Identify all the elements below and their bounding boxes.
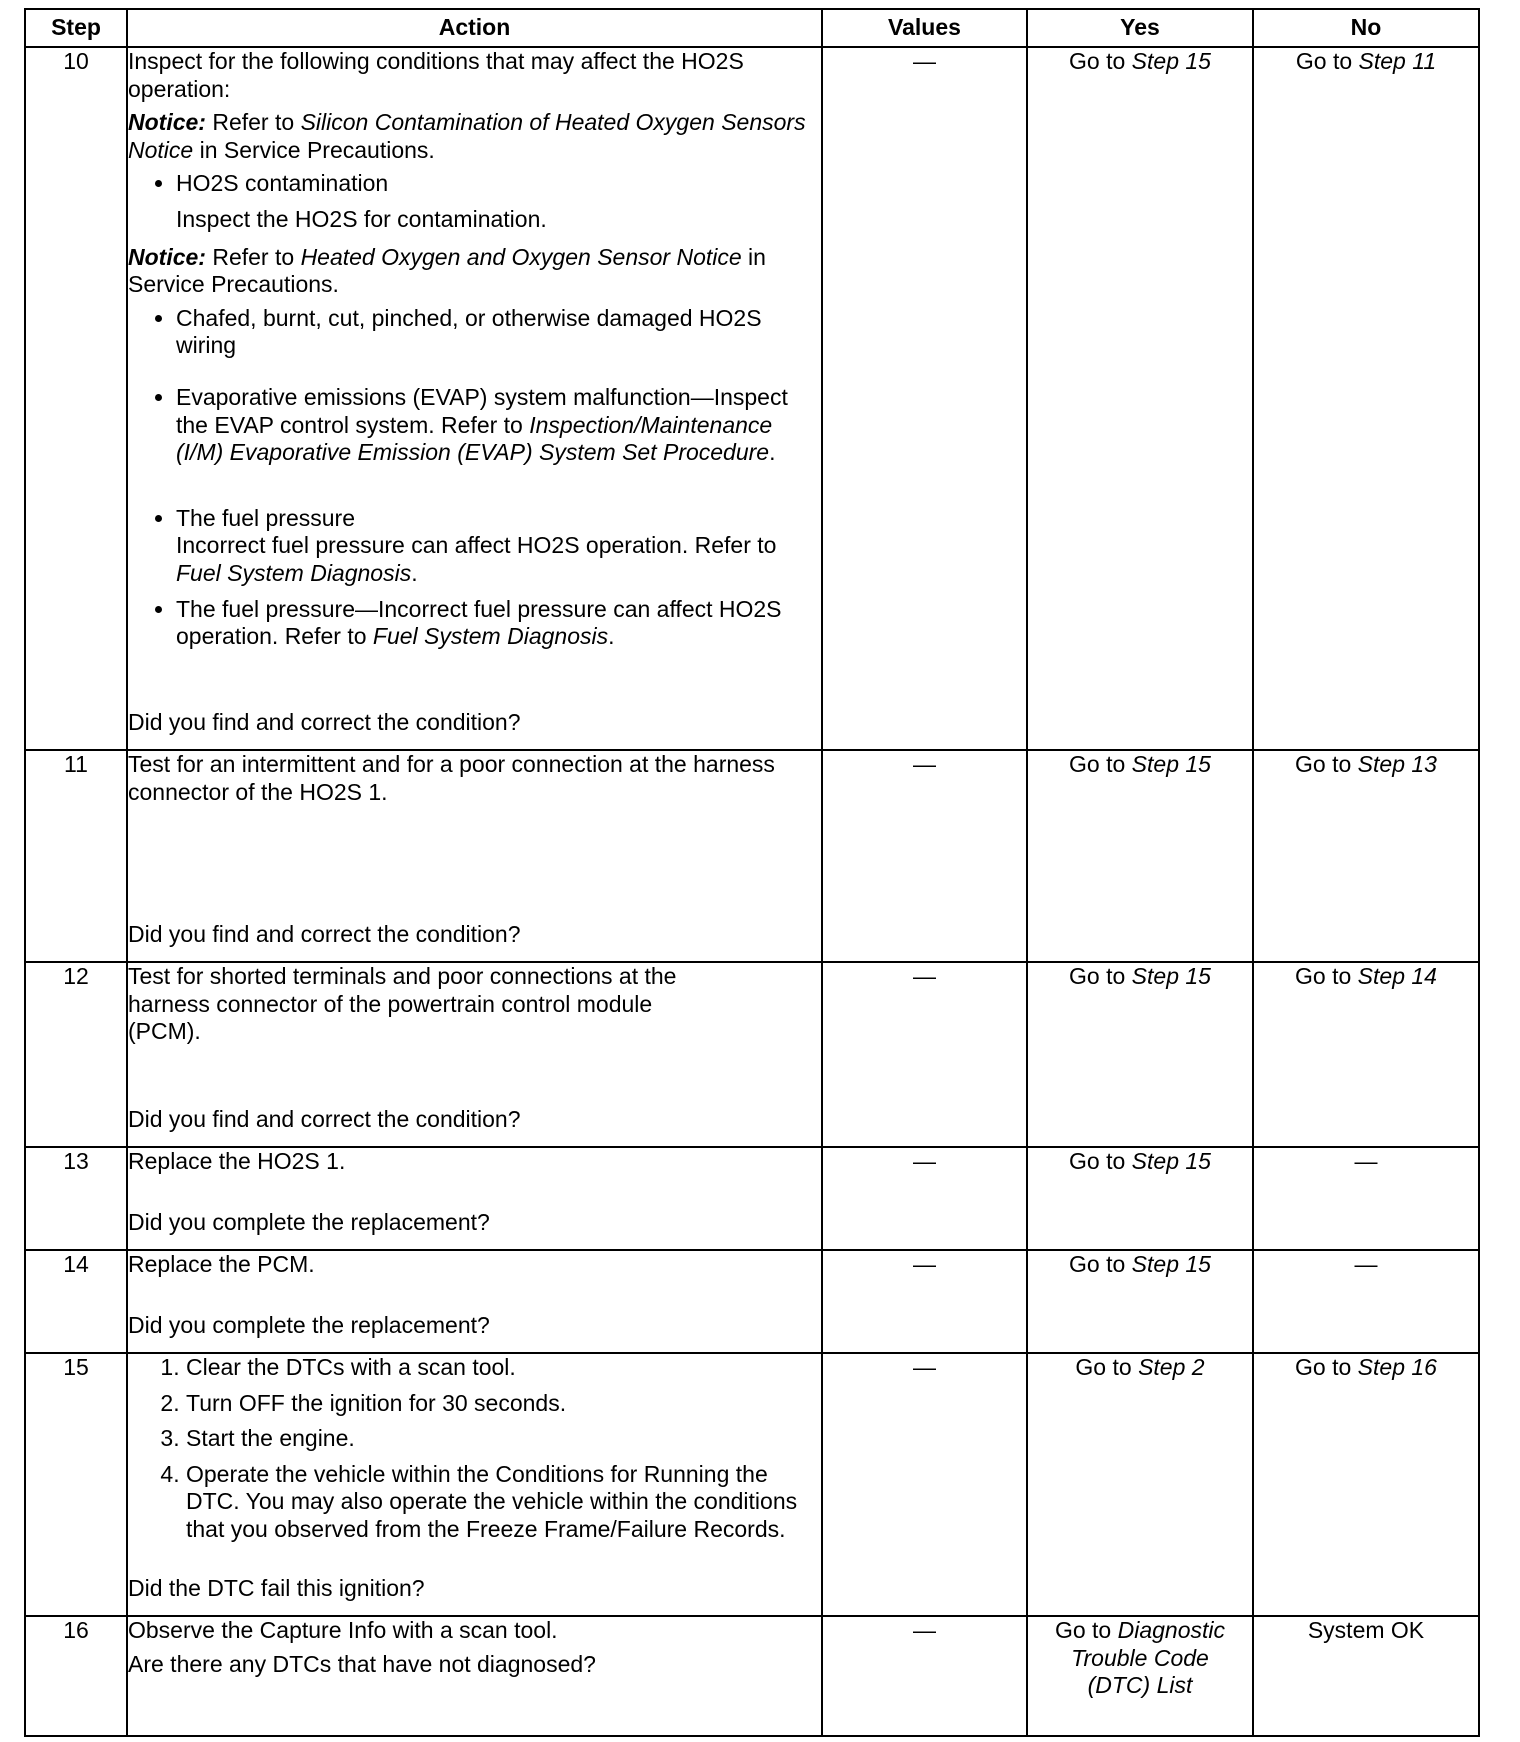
header-no: No xyxy=(1253,9,1479,47)
action-text: Replace the HO2S 1. xyxy=(128,1148,346,1174)
condition-list-1 xyxy=(128,170,821,233)
yes-step-link: Step 15 xyxy=(1131,1148,1211,1174)
notice-text: in Service Precautions. xyxy=(128,243,766,298)
punctuation: . xyxy=(411,559,418,586)
yes-cell xyxy=(1027,47,1253,750)
notice-text: Refer to xyxy=(212,243,295,270)
step-number: 11 xyxy=(25,750,127,962)
no-step-link: Step 14 xyxy=(1357,963,1437,989)
step-number: 15 xyxy=(25,1353,127,1616)
action-cell xyxy=(127,1147,822,1250)
no-step-link: Step 13 xyxy=(1357,751,1437,777)
action-question: Did you complete the replacement? xyxy=(128,1209,490,1236)
no-cell xyxy=(1253,962,1479,1147)
punctuation: . xyxy=(769,439,776,466)
yes-step-link: Step 15 xyxy=(1131,751,1211,777)
table-row-step-13 xyxy=(25,1147,1479,1250)
table-row-step-10 xyxy=(25,47,1479,750)
go-to-label: Go to xyxy=(1295,48,1353,74)
go-to-label: Go to xyxy=(1054,1617,1112,1643)
action-cell xyxy=(127,1353,822,1616)
list-item: 2. Turn OFF the ignition for 30 seconds. xyxy=(186,1390,821,1418)
yes-cell xyxy=(1027,1250,1253,1353)
action-text: Test for shorted terminals and poor connections at the harness connector of the powertrain control module (PCM). xyxy=(128,963,677,1045)
header-row xyxy=(25,9,1479,47)
step-number: 10 xyxy=(25,47,127,750)
notice-reference: Heated Oxygen and Oxygen Sensor Notice xyxy=(300,243,742,270)
table-row-step-15 xyxy=(25,1353,1479,1616)
go-to-label: Go to xyxy=(1295,751,1352,777)
values-cell: — xyxy=(822,1250,1027,1353)
go-to-label: Go to xyxy=(1069,1148,1126,1174)
go-to-label: Go to xyxy=(1295,1354,1352,1380)
header-step: Step xyxy=(25,9,127,47)
no-cell: — xyxy=(1253,1250,1479,1353)
list-item-reference: Inspection/Maintenance (I/M) Evaporative Emission (EVAP) System Set Procedure xyxy=(176,411,773,466)
yes-step-link: Step 2 xyxy=(1138,1354,1205,1380)
no-cell: — xyxy=(1253,1147,1479,1250)
table-row-step-11 xyxy=(25,750,1479,962)
notice-label: Notice: xyxy=(128,243,206,270)
header-yes: Yes xyxy=(1027,9,1253,47)
action-cell xyxy=(127,1250,822,1353)
list-item-text: Incorrect fuel pressure can affect HO2S operation. Refer to xyxy=(176,532,777,559)
values-cell: — xyxy=(822,1616,1027,1736)
list-item xyxy=(176,170,821,233)
no-cell xyxy=(1253,750,1479,962)
list-item-detail: Inspect the HO2S for contamination. xyxy=(176,205,547,232)
notice-1 xyxy=(128,109,821,164)
table-row-step-16 xyxy=(25,1616,1479,1736)
list-item xyxy=(176,505,821,588)
list-item: 1. Clear the DTCs with a scan tool. xyxy=(186,1354,821,1382)
no-step-link: Step 16 xyxy=(1357,1354,1437,1380)
yes-cell xyxy=(1027,1353,1253,1616)
list-item-reference: Fuel System Diagnosis xyxy=(176,559,412,586)
go-to-label: Go to xyxy=(1295,963,1352,989)
list-item: • Chafed, burnt, cut, pinched, or otherwise damaged HO2S wiring xyxy=(176,305,821,360)
yes-cell xyxy=(1027,962,1253,1147)
list-item xyxy=(176,596,821,651)
action-text: Test for an intermittent and for a poor connection at the harness connector of the HO2S 1. xyxy=(128,751,775,805)
list-item-title: The fuel pressure xyxy=(176,504,355,531)
no-cell: System OK xyxy=(1253,1616,1479,1736)
step-number: 16 xyxy=(25,1616,127,1736)
yes-reference-link: Diagnostic Trouble Code (DTC) List xyxy=(1071,1617,1226,1699)
notice-text: Refer to xyxy=(212,109,295,136)
go-to-label: Go to xyxy=(1069,963,1126,989)
go-to-label: Go to xyxy=(1069,48,1126,74)
no-step-link: Step 11 xyxy=(1358,48,1437,74)
yes-step-link: Step 15 xyxy=(1131,48,1211,74)
list-item: 4. Operate the vehicle within the Conditions for Running the DTC. You may also operate the vehicle within the conditions that you observed from the Freeze Frame/Failure Records. xyxy=(186,1461,821,1544)
action-question: Did you find and correct the condition? xyxy=(128,921,521,948)
action-cell xyxy=(127,1616,822,1736)
yes-step-link: Step 15 xyxy=(1131,963,1211,989)
step-number: 13 xyxy=(25,1147,127,1250)
diagnostic-table xyxy=(24,8,1480,1737)
condition-list-2 xyxy=(128,305,821,651)
step-number: 14 xyxy=(25,1250,127,1353)
header-action: Action xyxy=(127,9,822,47)
values-cell: — xyxy=(822,1353,1027,1616)
action-cell xyxy=(127,47,822,750)
action-cell xyxy=(127,962,822,1147)
values-cell: — xyxy=(822,1147,1027,1250)
list-item: 3. Start the engine. xyxy=(186,1425,821,1453)
go-to-label: Go to xyxy=(1069,751,1126,777)
table-row-step-12 xyxy=(25,962,1479,1147)
action-text: Replace the PCM. xyxy=(128,1251,315,1277)
action-question: Did you find and correct the condition? xyxy=(128,1106,521,1133)
action-question: Are there any DTCs that have not diagnosed? xyxy=(128,1650,596,1677)
list-item-text: The fuel pressure—Incorrect fuel pressure can affect HO2S operation. Refer to xyxy=(176,595,782,650)
list-item xyxy=(176,384,821,467)
procedure-list xyxy=(128,1354,821,1552)
go-to-label: Go to xyxy=(1069,1251,1126,1277)
yes-cell xyxy=(1027,750,1253,962)
no-cell xyxy=(1253,1353,1479,1616)
step-number: 12 xyxy=(25,962,127,1147)
action-question: Did you complete the replacement? xyxy=(128,1312,490,1339)
notice-text: in Service Precautions. xyxy=(199,136,435,163)
yes-cell xyxy=(1027,1147,1253,1250)
no-cell xyxy=(1253,47,1479,750)
notice-label: Notice: xyxy=(128,109,206,136)
values-cell: — xyxy=(822,47,1027,750)
notice-2 xyxy=(128,244,821,299)
action-text: Observe the Capture Info with a scan tool. xyxy=(128,1617,558,1643)
action-question: Did you find and correct the condition? xyxy=(128,709,521,736)
list-item-title: HO2S contamination xyxy=(176,170,389,197)
punctuation: . xyxy=(608,623,615,650)
yes-cell xyxy=(1027,1616,1253,1736)
values-cell: — xyxy=(822,750,1027,962)
list-item-text: Evaporative emissions (EVAP) system malfunction—Inspect the EVAP control system. Refer to xyxy=(176,383,788,438)
action-question: Did the DTC fail this ignition? xyxy=(128,1575,425,1602)
go-to-label: Go to xyxy=(1075,1354,1132,1380)
notice-reference: Silicon Contamination of Heated Oxygen Sensors Notice xyxy=(128,109,806,163)
table-row-step-14 xyxy=(25,1250,1479,1353)
list-item-reference: Fuel System Diagnosis xyxy=(372,623,609,650)
header-values: Values xyxy=(822,9,1027,47)
yes-step-link: Step 15 xyxy=(1131,1251,1211,1277)
action-intro: Inspect for the following conditions that may affect the HO2S operation: xyxy=(128,48,744,102)
values-cell: — xyxy=(822,962,1027,1147)
action-cell xyxy=(127,750,822,962)
